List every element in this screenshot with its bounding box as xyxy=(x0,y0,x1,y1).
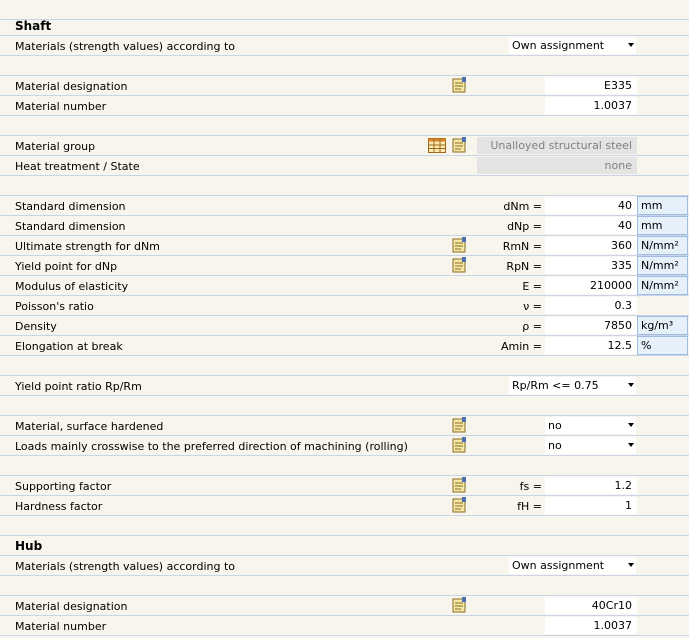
shaft-heat-label: Heat treatment / State xyxy=(15,160,140,173)
parameter-label: Modulus of elasticity xyxy=(15,280,129,293)
shaft-heat-row xyxy=(0,156,689,176)
parameter-symbol: ν = xyxy=(523,300,542,313)
hub-materials-row xyxy=(0,556,689,576)
yield-ratio-dropdown[interactable] xyxy=(509,377,636,394)
parameter-symbol: dNp = xyxy=(507,220,542,233)
hub-section-header xyxy=(0,536,689,556)
yield-ratio-value: Rp/Rm <= 0.75 xyxy=(512,379,599,392)
parameter-value-input[interactable]: 210000 xyxy=(545,277,637,294)
hub-number-row xyxy=(0,616,689,636)
shaft-number-row xyxy=(0,96,689,116)
shaft-title: Shaft xyxy=(15,19,52,33)
dropdown-arrow-icon[interactable] xyxy=(628,443,634,447)
parameter-value-input[interactable]: 0.3 xyxy=(545,297,637,314)
parameter-symbol: RpN = xyxy=(506,260,542,273)
parameter-label: Density xyxy=(15,320,57,333)
parameter-value-input[interactable]: 360 xyxy=(545,237,637,254)
parameter-label: Elongation at break xyxy=(15,340,123,353)
unit-selector[interactable]: N/mm² xyxy=(637,256,688,275)
surface-hardened-dropdown[interactable] xyxy=(545,417,636,434)
hardness-factor-row xyxy=(0,496,689,516)
shaft-number-input[interactable]: 1.0037 xyxy=(545,97,637,114)
supporting-factor-row xyxy=(0,476,689,496)
empty-row xyxy=(0,56,689,76)
notepad-icon[interactable] xyxy=(452,417,467,433)
empty-row xyxy=(0,116,689,136)
loads-crosswise-value: no xyxy=(548,439,562,452)
notepad-icon[interactable] xyxy=(452,137,467,153)
shaft-group-row xyxy=(0,136,689,156)
supporting-factor-input[interactable]: 1.2 xyxy=(545,477,637,494)
notepad-icon[interactable] xyxy=(452,497,467,513)
notepad-icon[interactable] xyxy=(452,77,467,93)
shaft-designation-input[interactable]: E335 xyxy=(545,77,637,94)
supporting-factor-label: Supporting factor xyxy=(15,480,112,493)
parameter-symbol: Amin = xyxy=(501,340,542,353)
hub-designation-label: Material designation xyxy=(15,600,128,613)
shaft-group-label: Material group xyxy=(15,140,96,153)
shaft-parameter-row xyxy=(0,336,689,356)
parameter-value-input[interactable]: 40 xyxy=(545,197,637,214)
parameter-value-input[interactable]: 335 xyxy=(545,257,637,274)
shaft-parameter-row xyxy=(0,316,689,336)
parameter-label: Standard dimension xyxy=(15,220,126,233)
hardness-factor-symbol: fH = xyxy=(517,500,542,513)
shaft-materials-dropdown[interactable] xyxy=(509,37,636,54)
parameter-value-input[interactable]: 40 xyxy=(545,217,637,234)
supporting-factor-symbol: fs = xyxy=(519,480,542,493)
notepad-icon[interactable] xyxy=(452,477,467,493)
hub-materials-value: Own assignment xyxy=(512,559,605,572)
hub-number-label: Material number xyxy=(15,620,107,633)
loads-crosswise-label: Loads mainly crosswise to the preferred direction of machining (rolling) xyxy=(15,440,408,453)
shaft-materials-row xyxy=(0,36,689,56)
shaft-heat-value: none xyxy=(477,157,637,174)
parameter-symbol: ρ = xyxy=(522,320,542,333)
empty-row xyxy=(0,396,689,416)
shaft-parameter-row xyxy=(0,296,689,316)
loads-crosswise-dropdown[interactable] xyxy=(545,437,636,454)
parameter-symbol: E = xyxy=(522,280,542,293)
yield-ratio-label: Yield point ratio Rp/Rm xyxy=(15,380,142,393)
loads-crosswise-row xyxy=(0,436,689,456)
unit-selector[interactable]: N/mm² xyxy=(637,236,688,255)
shaft-parameter-row xyxy=(0,236,689,256)
hub-title: Hub xyxy=(15,539,43,553)
empty-row xyxy=(0,176,689,196)
unit-selector[interactable]: mm xyxy=(637,216,688,235)
shaft-section-header xyxy=(0,16,689,36)
parameter-symbol: dNm = xyxy=(503,200,542,213)
empty-row xyxy=(0,456,689,476)
empty-row xyxy=(0,356,689,376)
parameter-value-input[interactable]: 7850 xyxy=(545,317,637,334)
shaft-designation-label: Material designation xyxy=(15,80,128,93)
empty-row xyxy=(0,516,689,536)
shaft-group-value: Unalloyed structural steel xyxy=(477,137,637,154)
yield-ratio-row xyxy=(0,376,689,396)
shaft-number-label: Material number xyxy=(15,100,107,113)
unit-selector[interactable]: % xyxy=(637,336,688,355)
dropdown-arrow-icon[interactable] xyxy=(628,563,634,567)
shaft-parameter-row xyxy=(0,196,689,216)
shaft-materials-label: Materials (strength values) according to xyxy=(15,40,236,53)
notepad-icon[interactable] xyxy=(452,237,467,253)
notepad-icon[interactable] xyxy=(452,257,467,273)
surface-hardened-label: Material, surface hardened xyxy=(15,420,164,433)
shaft-materials-value: Own assignment xyxy=(512,39,605,52)
parameter-label: Yield point for dNp xyxy=(15,260,118,273)
shaft-parameter-row xyxy=(0,216,689,236)
unit-selector[interactable]: mm xyxy=(637,196,688,215)
hardness-factor-label: Hardness factor xyxy=(15,500,103,513)
surface-hardened-value: no xyxy=(548,419,562,432)
dropdown-arrow-icon[interactable] xyxy=(628,43,634,47)
empty-row xyxy=(0,576,689,596)
parameter-label: Standard dimension xyxy=(15,200,126,213)
parameter-value-input[interactable]: 12.5 xyxy=(545,337,637,354)
parameter-symbol: RmN = xyxy=(502,240,542,253)
dropdown-arrow-icon[interactable] xyxy=(628,423,634,427)
shaft-designation-row xyxy=(0,76,689,96)
shaft-parameter-row xyxy=(0,256,689,276)
parameter-label: Poisson's ratio xyxy=(15,300,94,313)
shaft-parameter-row xyxy=(0,276,689,296)
notepad-icon[interactable] xyxy=(452,437,467,453)
dropdown-arrow-icon[interactable] xyxy=(628,383,634,387)
table-icon[interactable] xyxy=(428,137,446,153)
unit-selector[interactable]: N/mm² xyxy=(637,276,688,295)
surface-hardened-row xyxy=(0,416,689,436)
hub-designation-row xyxy=(0,596,689,616)
hub-designation-input[interactable]: 40Cr10 xyxy=(545,597,637,614)
parameter-label: Ultimate strength for dNm xyxy=(15,240,160,253)
hub-materials-label: Materials (strength values) according to xyxy=(15,560,236,573)
hardness-factor-input[interactable]: 1 xyxy=(545,497,637,514)
unit-selector[interactable]: kg/m³ xyxy=(637,316,688,335)
notepad-icon[interactable] xyxy=(452,597,467,613)
hub-number-input[interactable]: 1.0037 xyxy=(545,617,637,634)
hub-materials-dropdown[interactable] xyxy=(509,557,636,574)
